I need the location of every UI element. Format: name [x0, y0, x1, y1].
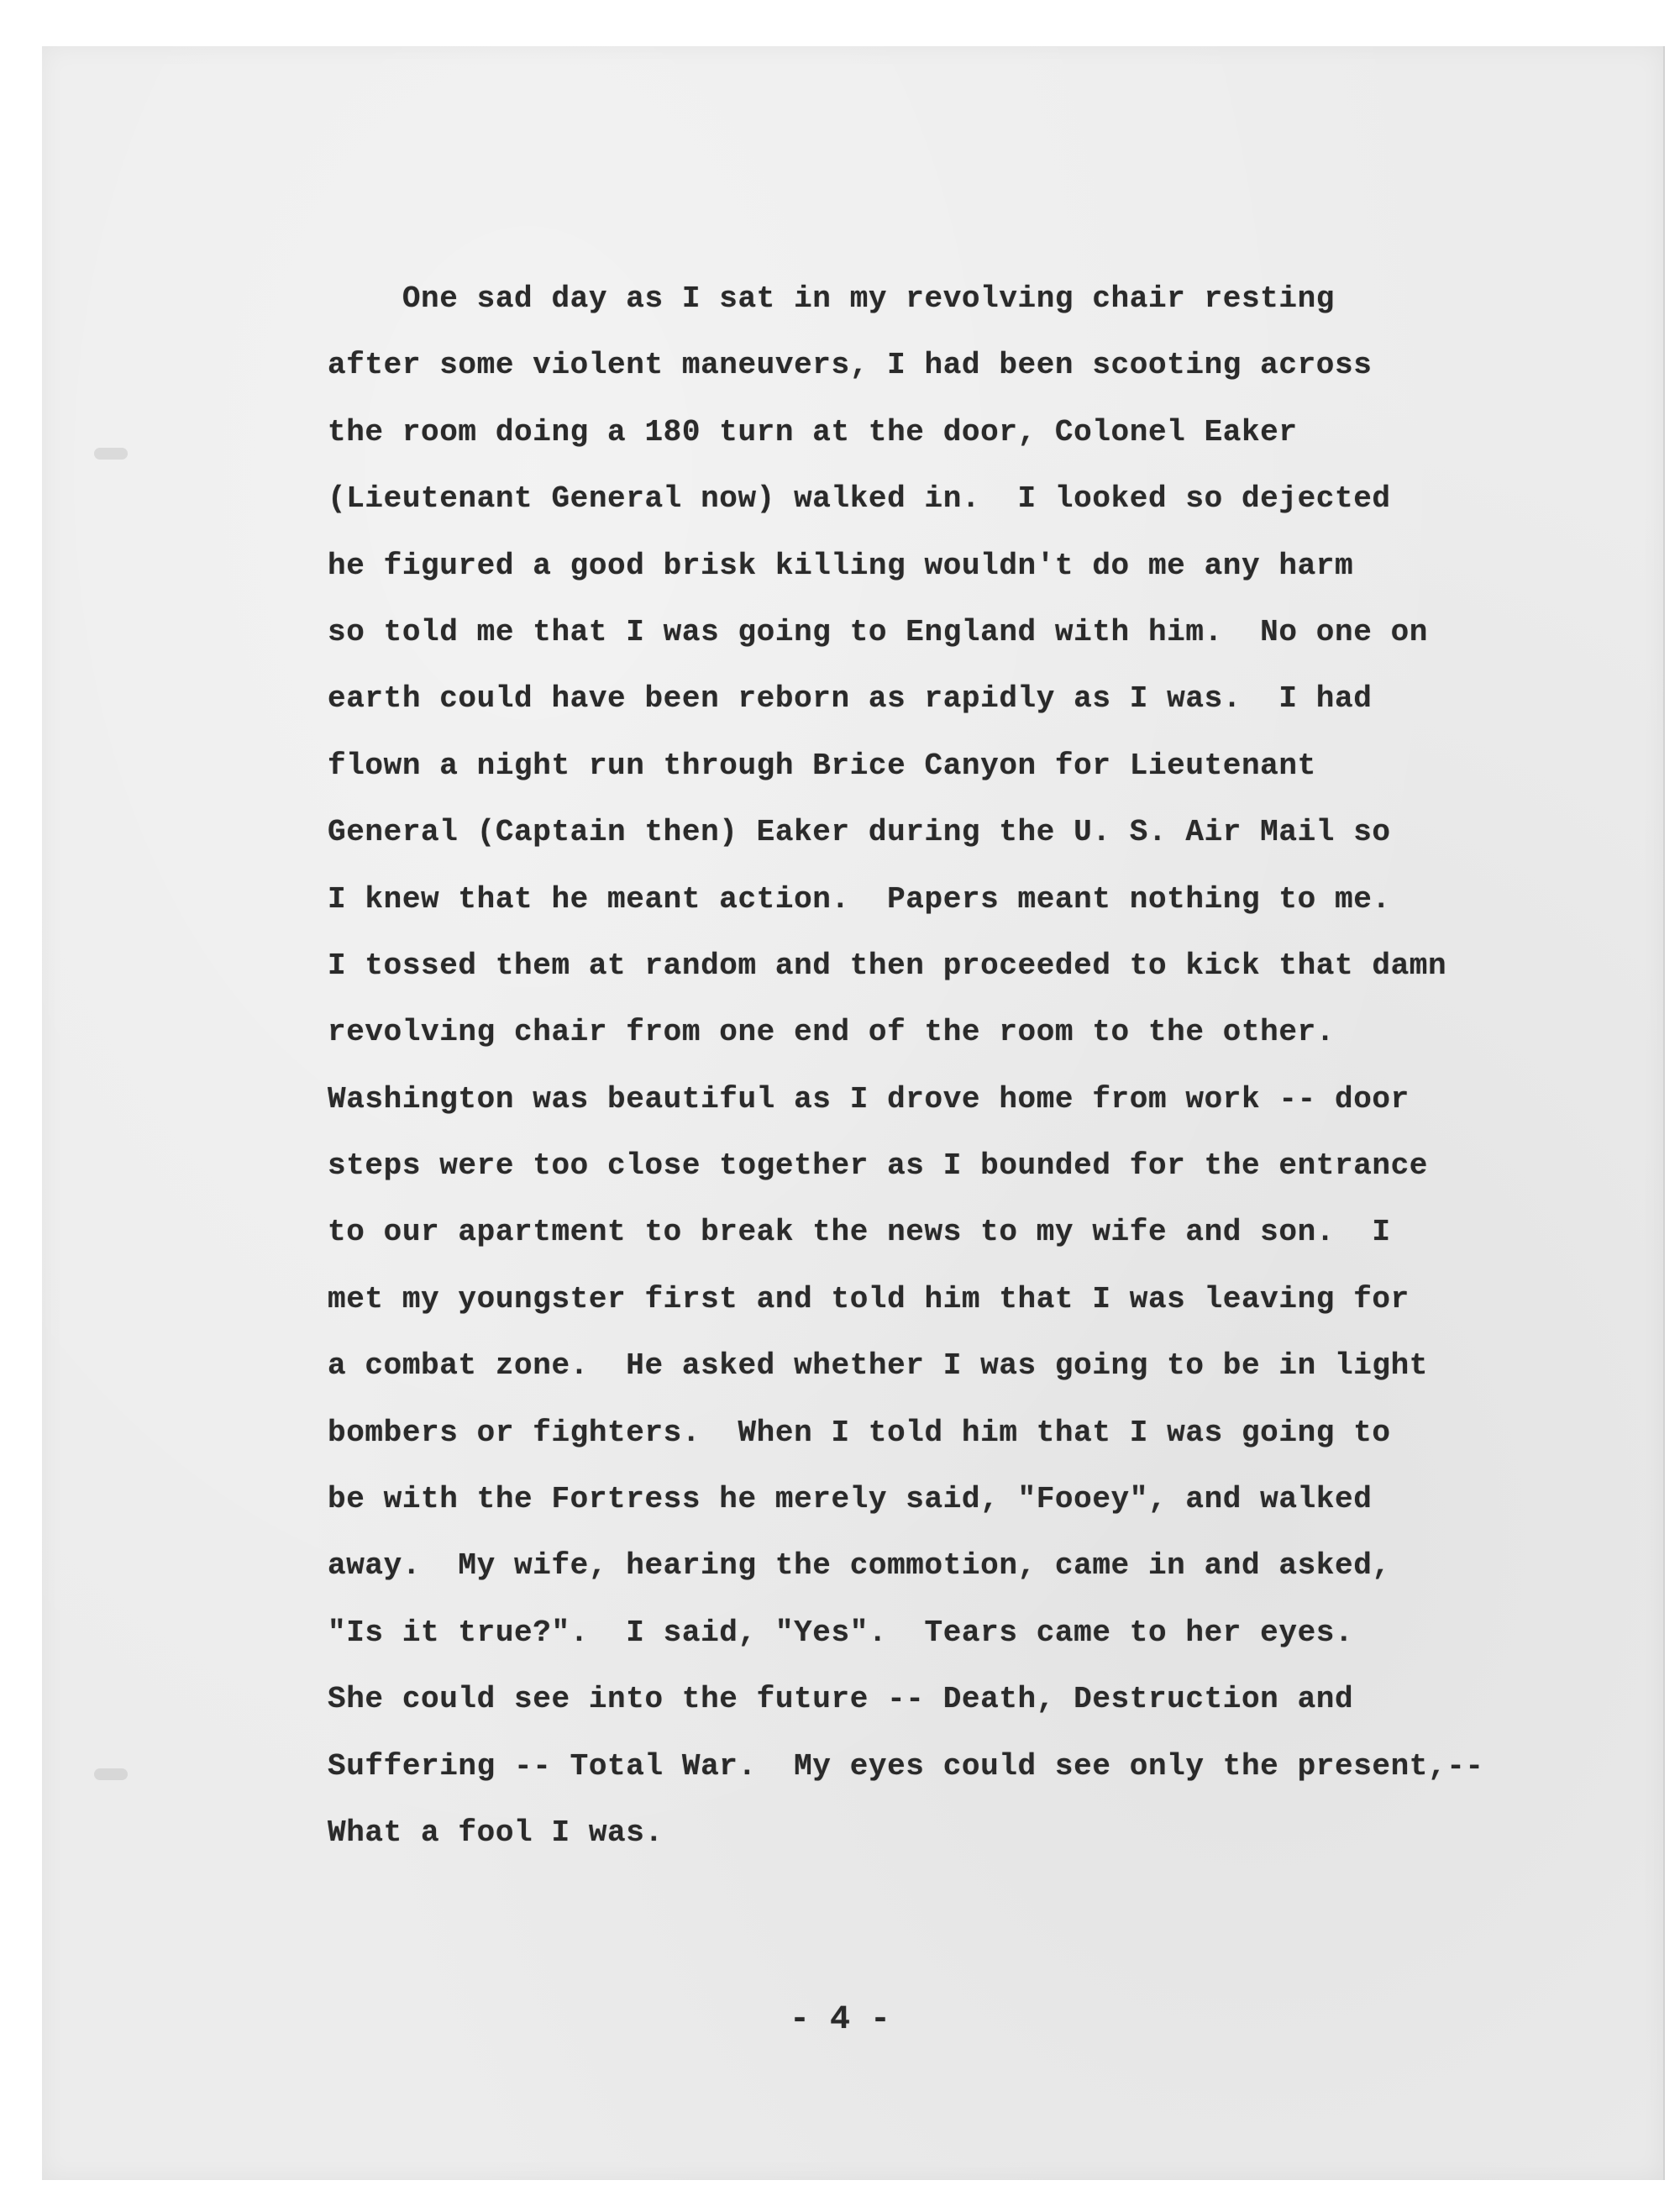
paper-edge-mark [94, 448, 128, 460]
text-line: "Is it true?". I said, "Yes". Tears came to her eyes. [328, 1615, 1354, 1650]
text-line: revolving chair from one end of the room to the other. [328, 1015, 1335, 1050]
text-line: met my youngster first and told him that I was leaving for [328, 1281, 1410, 1316]
text-line: bombers or fighters. When I told him that I was going to [328, 1415, 1391, 1450]
text-line: away. My wife, hearing the commotion, came in and asked, [328, 1548, 1391, 1584]
text-line: the room doing a 180 turn at the door, Colonel Eaker [328, 414, 1298, 449]
text-line: he figured a good brisk killing wouldn't do me any harm [328, 548, 1354, 583]
text-line: I knew that he meant action. Papers meant nothing to me. [328, 881, 1391, 917]
typed-text-body [328, 279, 1484, 1879]
text-line: Washington was beautiful as I drove home from work -- door [328, 1081, 1410, 1116]
text-line: a combat zone. He asked whether I was going to be in light [328, 1348, 1429, 1384]
text-line: (Lieutenant General now) walked in. I looked so dejected [328, 481, 1391, 517]
text-line: be with the Fortress he merely said, "Fooey", and walked [328, 1482, 1373, 1517]
text-line: Suffering -- Total War. My eyes could see only the present,-- [328, 1748, 1484, 1784]
text-line: I tossed them at random and then proceeded to kick that damn [328, 948, 1447, 983]
text-line: What a fool I was. [328, 1815, 664, 1850]
page-number: - 4 - [789, 2001, 891, 2039]
text-line: She could see into the future -- Death, Destruction and [328, 1682, 1354, 1717]
paper-edge-mark [94, 1768, 128, 1780]
text-line: after some violent maneuvers, I had been scooting across [328, 348, 1373, 383]
text-line: earth could have been reborn as rapidly as I was. I had [328, 681, 1373, 717]
text-line: flown a night run through Brice Canyon for Lieutenant [328, 748, 1316, 783]
text-line: to our apartment to break the news to my wife and son. I [328, 1215, 1391, 1250]
text-line: General (Captain then) Eaker during the U. S. Air Mail so [328, 815, 1391, 850]
text-line: One sad day as I sat in my revolving chair resting [328, 281, 1335, 316]
text-line: steps were too close together as I bounded for the entrance [328, 1148, 1429, 1184]
text-line: so told me that I was going to England with him. No one on [328, 614, 1429, 649]
